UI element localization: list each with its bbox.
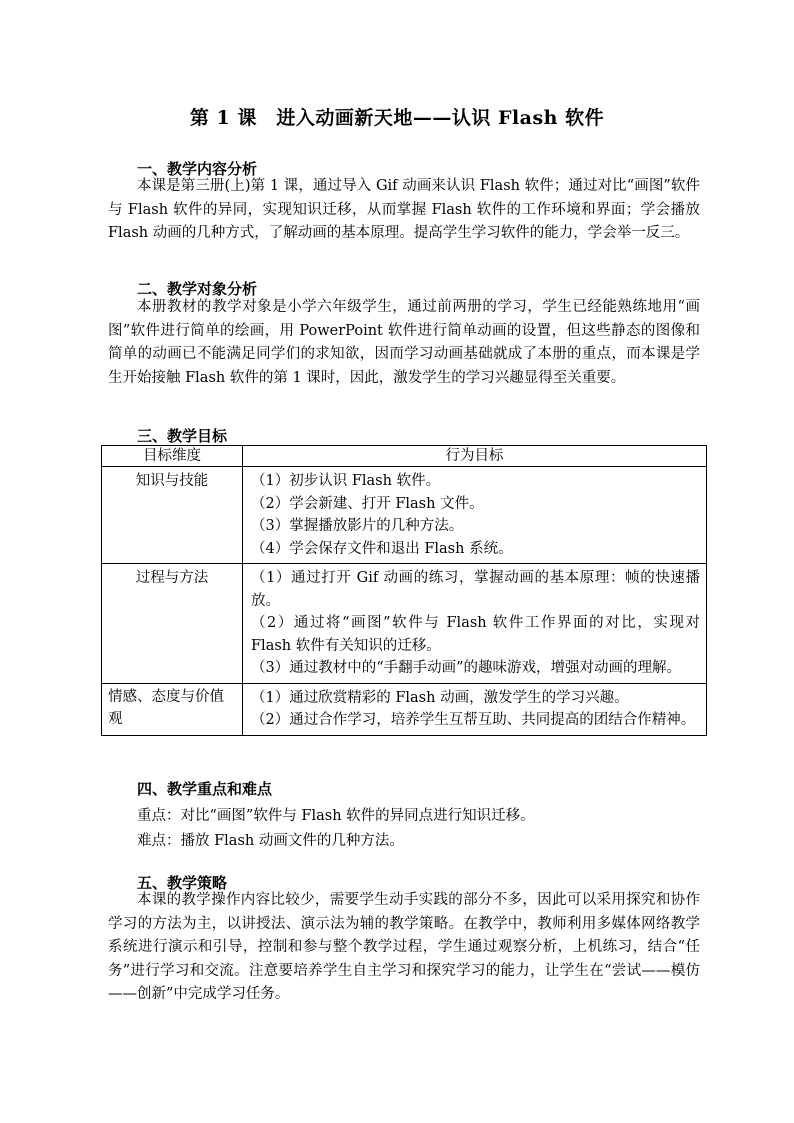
table-cell-dimension: 过程与方法 [102,564,243,684]
table-header-behavior: 行为目标 [243,446,707,467]
table-header-row [102,446,707,467]
goal-item: （1）通过打开 Gif 动画的练习，掌握动画的基本原理：帧的快速播放。 [251,570,700,609]
table-cell-behavior [243,683,707,735]
section-heading-key-points: 四、教学重点和难点 [137,780,273,798]
goal-item: （2）通过合作学习，培养学生互帮互助、共同提高的团结合作精神。 [251,712,696,728]
table-cell-behavior [243,467,707,564]
section-heading-teaching-strategy: 五、教学策略 [137,874,228,892]
goal-item: （2）通过将“画图”软件与 Flash 软件工作界面的对比，实现对 Flash 软件有关知识的迁移。 [251,615,700,654]
table-row [102,467,707,564]
goal-item: （2）学会新建、打开 Flash 文件。 [251,495,484,512]
goal-item: （1）通过欣赏精彩的 Flash 动画，激发学生的学习兴趣。 [251,689,629,706]
section-heading-content-analysis: 一、教学内容分析 [137,160,258,178]
section-heading-teaching-goals: 三、教学目标 [137,427,228,445]
teaching-strategy-paragraph: 本课的教学操作内容比较少，需要学生动手实践的部分不多，因此可以采用探究和协作学习的方法为主，以讲授法、演示法为辅的教学策略。在教学中，教师利用多媒体网络教学系统进行演示和引导，控制和参与整个教学过程，学生通过观察分析，上机练习，结合“任务”进行学习和交流。注意要培养学生自主学习和探究学习的能力，让学生在“尝试——模仿——创新”中完成学习任务。 [108,892,700,1002]
table-cell-dimension: 情感、态度与价值观 [102,683,243,735]
goal-item: （3）掌握播放影片的几种方法。 [251,518,464,534]
goal-item: （4）学会保存文件和退出 Flash 系统。 [251,540,513,557]
goal-item: （1）初步认识 Flash 软件。 [251,473,441,489]
content-analysis-paragraph: 本课是第三册(上)第 1 课，通过导入 Gif 动画来认识 Flash 软件；通过对比“画图”软件与 Flash 软件的异同，实现知识迁移，从而掌握 Flash 软件的工作环境和界面；学会播放 Flash 动画的几种方式，了解动画的基本原理。提高学生学习软件的能力，学会举一反三。 [108,178,700,241]
teaching-goals-table [101,445,707,736]
section-heading-audience-analysis: 二、教学对象分析 [137,280,258,298]
key-point-difficulty: 难点：播放 Flash 动画文件的几种方法。 [137,833,404,849]
goal-item: （3）通过教材中的“手翻手动画”的趣味游戏，增强对动画的理解。 [251,660,682,676]
table-row [102,683,707,735]
table-row [102,564,707,684]
table-header-dimension: 目标维度 [102,446,243,467]
key-point-focus: 重点：对比“画图”软件与 Flash 软件的异同点进行知识迁移。 [137,808,535,824]
table-cell-dimension: 知识与技能 [102,467,243,564]
audience-analysis-paragraph: 本册教材的教学对象是小学六年级学生，通过前两册的学习，学生已经能熟练地用“画图”软件进行简单的绘画，用 PowerPoint 软件进行简单动画的设置，但这些静态的图像和简单的动画已不能满足同学们的求知欲，因而学习动画基础就成了本册的重点，而本课是学生开始接触 Flash 软件的第 1 课时，因此，激发学生的学习兴趣显得至关重要。 [108,299,700,386]
page-title: 第 1 课 进入动画新天地——认识 Flash 软件 [189,107,605,129]
table-cell-behavior [243,564,707,684]
